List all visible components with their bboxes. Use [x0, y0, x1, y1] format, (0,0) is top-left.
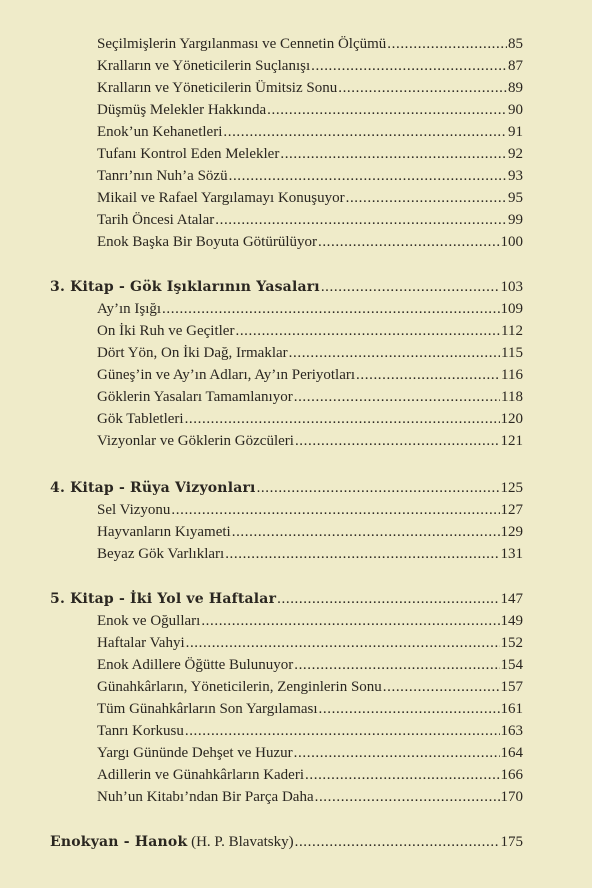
toc-entry-page: 129 — [500, 524, 523, 540]
toc-entry-title: Adillerin ve Günahkârların Kaderi — [97, 767, 305, 783]
toc-leader-dots — [185, 410, 500, 428]
toc-heading-text: 4. Kitap - Rüya Vizyonları — [50, 480, 256, 496]
toc-entry[interactable] — [97, 233, 523, 251]
toc-entry[interactable] — [97, 410, 523, 428]
toc-leader-dots — [229, 167, 507, 185]
toc-leader-dots — [235, 322, 500, 340]
toc-entry-page: 157 — [500, 679, 523, 695]
toc-entry-page: 116 — [501, 367, 523, 383]
toc-entry-title: Enok Adillere Öğütte Bulunuyor — [97, 657, 294, 673]
toc-entry-page: 91 — [508, 124, 523, 140]
toc-entry[interactable] — [97, 167, 523, 185]
toc-entry-page: 92 — [508, 146, 523, 162]
toc-entry[interactable] — [97, 788, 523, 806]
toc-entry-page: 127 — [500, 502, 523, 518]
toc-leader-dots — [232, 523, 500, 541]
toc-entry-page: 161 — [500, 701, 523, 717]
toc-entry-title: Mikail ve Rafael Yargılamayı Konuşuyor — [97, 190, 345, 206]
toc-leader-dots — [225, 545, 499, 563]
toc-entry-title: Enok ve Oğulları — [97, 613, 201, 629]
toc-entry[interactable] — [97, 344, 523, 362]
toc-entry[interactable] — [97, 189, 523, 207]
toc-entry[interactable] — [97, 766, 523, 784]
toc-leader-dots — [295, 432, 500, 450]
toc-heading-page: 147 — [500, 591, 523, 607]
toc-entry-title: Nuh’un Kitabı’ndan Bir Parça Daha — [97, 789, 314, 805]
toc-entry-page: 95 — [508, 190, 523, 206]
toc-entry-title: Kralların ve Yöneticilerin Ümitsiz Sonu — [97, 80, 338, 96]
toc-entry-page: 121 — [500, 433, 523, 449]
toc-leader-dots — [289, 344, 500, 362]
toc-leader-dots — [257, 479, 500, 497]
toc-leader-dots — [383, 678, 500, 696]
toc-entry[interactable] — [97, 700, 523, 718]
toc-heading-text: Enokyan - Hanok — [50, 834, 188, 850]
toc-entry-title: Tanrı Korkusu — [97, 723, 184, 739]
toc-entry-page: 154 — [500, 657, 523, 673]
toc-heading-page: 103 — [500, 279, 523, 295]
toc-entry-page: 163 — [500, 723, 523, 739]
toc-leader-dots — [318, 233, 500, 251]
toc-entry[interactable] — [97, 300, 523, 318]
toc-section-heading[interactable] — [50, 833, 523, 851]
toc-entry-page: 109 — [500, 301, 523, 317]
toc-entry-page: 89 — [508, 80, 523, 96]
toc-leader-dots — [223, 123, 507, 141]
toc-entry[interactable] — [97, 744, 523, 762]
toc-entry-page: 100 — [500, 234, 523, 250]
toc-section-heading[interactable] — [50, 278, 523, 296]
toc-entry-page: 152 — [500, 635, 523, 651]
toc-entry-page: 112 — [501, 323, 523, 339]
toc-entry[interactable] — [97, 366, 523, 384]
toc-leader-dots — [185, 722, 500, 740]
toc-entry-page: 170 — [500, 789, 523, 805]
toc-entry[interactable] — [97, 57, 523, 75]
toc-entry-title: Vizyonlar ve Göklerin Gözcüleri — [97, 433, 294, 449]
toc-entry-page: 166 — [500, 767, 523, 783]
toc-entry-title: Kralların ve Yöneticilerin Suçlanışı — [97, 58, 311, 74]
toc-entry-title: Günahkârların, Yöneticilerin, Zenginlerin Sonu — [97, 679, 382, 695]
toc-entry-title: Güneş’in ve Ay’ın Adları, Ay’ın Periyotları — [97, 367, 356, 383]
toc-entry-page: 149 — [500, 613, 523, 629]
toc-leader-dots — [321, 278, 500, 296]
toc-heading-title — [50, 833, 294, 851]
toc-entry-page: 85 — [508, 36, 523, 52]
toc-entry[interactable] — [97, 101, 523, 119]
toc-leader-dots — [311, 57, 507, 75]
toc-entry[interactable] — [97, 388, 523, 406]
toc-entry[interactable] — [97, 35, 523, 53]
toc-entry-page: 118 — [501, 389, 523, 405]
toc-entry-title: On İki Ruh ve Geçitler — [97, 323, 235, 339]
toc-heading-page: 125 — [500, 480, 523, 496]
toc-leader-dots — [267, 101, 507, 119]
toc-leader-dots — [294, 656, 499, 674]
toc-heading-title — [50, 590, 276, 608]
toc-leader-dots — [277, 590, 499, 608]
toc-entry-page: 99 — [508, 212, 523, 228]
toc-entry-page: 120 — [500, 411, 523, 427]
toc-leader-dots — [294, 744, 500, 762]
toc-entry[interactable] — [97, 322, 523, 340]
toc-leader-dots — [346, 189, 507, 207]
toc-section-heading[interactable] — [50, 590, 523, 608]
toc-entry-title: Enok’un Kehanetleri — [97, 124, 223, 140]
toc-leader-dots — [387, 35, 507, 53]
toc-entry-title: Sel Vizyonu — [97, 502, 171, 518]
toc-leader-dots — [215, 211, 507, 229]
toc-entry[interactable] — [97, 678, 523, 696]
toc-entry-title: Haftalar Vahyi — [97, 635, 185, 651]
toc-entry[interactable] — [97, 656, 523, 674]
toc-entry-title: Beyaz Gök Varlıkları — [97, 546, 225, 562]
toc-entry[interactable] — [97, 634, 523, 652]
toc-leader-dots — [356, 366, 500, 384]
toc-entry-title: Düşmüş Melekler Hakkında — [97, 102, 267, 118]
toc-leader-dots — [294, 388, 500, 406]
toc-leader-dots — [201, 612, 499, 630]
toc-entry-title: Seçilmişlerin Yargılanması ve Cennetin Ölçümü — [97, 36, 387, 52]
toc-leader-dots — [319, 700, 500, 718]
toc-entry-title: Tarih Öncesi Atalar — [97, 212, 215, 228]
toc-heading-text: 3. Kitap - Gök Işıklarının Yasaları — [50, 279, 320, 295]
toc-entry-page: 93 — [508, 168, 523, 184]
toc-entry[interactable] — [97, 722, 523, 740]
toc-entry-page: 164 — [500, 745, 523, 761]
toc-entry-title: Enok Başka Bir Boyuta Götürülüyor — [97, 234, 317, 250]
toc-entry[interactable] — [97, 123, 523, 141]
toc-leader-dots — [280, 145, 507, 163]
toc-leader-dots — [315, 788, 500, 806]
toc-leader-dots — [305, 766, 499, 784]
toc-heading-text: 5. Kitap - İki Yol ve Haftalar — [50, 591, 277, 607]
toc-entry[interactable] — [97, 145, 523, 163]
toc-entry[interactable] — [97, 79, 523, 97]
toc-entry[interactable] — [97, 432, 523, 450]
toc-entry-title: Ay’ın Işığı — [97, 301, 162, 317]
toc-heading-title — [50, 278, 320, 296]
toc-heading-note: (H. P. Blavatsky) — [191, 834, 294, 850]
toc-leader-dots — [338, 79, 507, 97]
toc-entry-title: Gök Tabletleri — [97, 411, 184, 427]
toc-heading-title — [50, 479, 256, 497]
toc-section-heading[interactable] — [50, 479, 523, 497]
toc-entry-title: Dört Yön, On İki Dağ, Irmaklar — [97, 345, 288, 361]
toc-entry[interactable] — [97, 501, 523, 519]
toc-entry[interactable] — [97, 545, 523, 563]
toc-entry-page: 131 — [500, 546, 523, 562]
toc-entry[interactable] — [97, 211, 523, 229]
toc-entry-page: 115 — [501, 345, 523, 361]
toc-heading-page: 175 — [500, 834, 523, 850]
toc-entry-title: Tanrı’nın Nuh’a Sözü — [97, 168, 228, 184]
toc-entry-title: Tüm Günahkârların Son Yargılaması — [97, 701, 318, 717]
toc-entry[interactable] — [97, 612, 523, 630]
toc-entry-page: 90 — [508, 102, 523, 118]
toc-entry-title: Tufanı Kontrol Eden Melekler — [97, 146, 280, 162]
toc-leader-dots — [162, 300, 499, 318]
toc-leader-dots — [171, 501, 499, 519]
toc-entry[interactable] — [97, 523, 523, 541]
toc-leader-dots — [186, 634, 500, 652]
toc-entry-title: Yargı Gününde Dehşet ve Huzur — [97, 745, 293, 761]
toc-entry-page: 87 — [508, 58, 523, 74]
toc-entry-title: Hayvanların Kıyameti — [97, 524, 231, 540]
toc-entry-title: Göklerin Yasaları Tamamlanıyor — [97, 389, 293, 405]
toc-leader-dots — [295, 833, 500, 851]
